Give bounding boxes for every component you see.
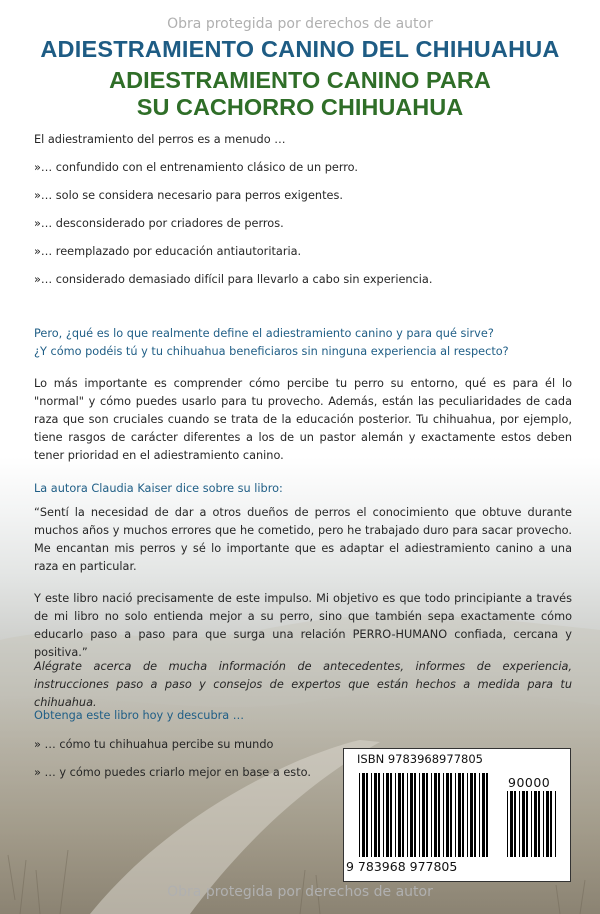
barcode-bar [374,773,377,857]
cta-bullet: » … y cómo puedes criarlo mejor en base a esto. [34,766,311,779]
barcode-bar [455,773,456,857]
barcode-bar [538,791,540,857]
barcode-bar [426,773,428,857]
barcode-bar [546,791,549,857]
isbn-barcode [343,748,571,882]
barcode-bar [458,773,461,857]
barcode-bar [522,791,525,857]
isbn-addon-digits: 90000 [508,775,551,790]
question-2: ¿Y cómo podéis tú y tu chihuahua beneficiaros sin ninguna experiencia al respecto? [34,345,509,358]
call-to-action: Obtenga este libro hoy y descubra … [34,709,245,722]
barcode-bar [514,791,516,857]
barcode-bar [526,791,528,857]
barcode-bar [543,791,544,857]
barcode-bar [450,773,452,857]
barcode-bar [362,773,365,857]
barcode-bar [398,773,401,857]
barcode-bar [482,773,485,857]
barcode-bar [371,773,372,857]
subtitle-line-1: ADIESTRAMIENTO CANINO PARA [109,67,491,93]
barcode-bar [407,773,408,857]
barcode-bar [410,773,413,857]
barcode-bar [419,773,420,857]
intro-bullet: »… confundido con el entrenamiento clásico de un perro. [34,161,358,174]
intro-bullet: »… considerado demasiado difícil para llevarlo a cabo sin experiencia. [34,273,433,286]
barcode-bar [431,773,432,857]
copyright-watermark-bottom: Obra protegida por derechos de autor [167,884,433,900]
barcode-bar [383,773,384,857]
barcode-bar [470,773,473,857]
author-quote-part-1: “Sentí la necesidad de dar a otros dueños de perros el conocimiento que obtuve durante muchos años y muchos errores que he cometido, pero he trabajado duro para sacar provecho. Me encantan mis perros y sé lo importante que es adaptar el adiestramiento canino a una raza en particular. [34,506,572,573]
barcode-bar [519,791,520,857]
barcode-bar [467,773,468,857]
intro-bullet: »… solo se considera necesario para perros exigentes. [34,189,343,202]
barcode-bar [507,791,508,857]
barcode-bar [366,773,368,857]
barcode-bar [386,773,389,857]
author-intro: La autora Claudia Kaiser dice sobre su libro: [34,482,283,495]
barcode-bar [438,773,440,857]
barcode-bar [395,773,396,857]
barcode-bar [422,773,425,857]
author-quote-part-2: Y este libro nació precisamente de este impulso. Mi objetivo es que todo principiante a través de mi libro no solo entienda mejor a su perro, sino que también sepa exactamente cómo educarlo paso a paso para que surga una relación PERRO-HUMANO confiada, cercana y positiva.” [34,592,572,659]
barcode-bar [534,791,537,857]
barcode-bar [359,773,360,857]
intro-bullet: »… desconsiderado por criadores de perros. [34,217,284,230]
intro-bullet: »… reemplazado por educación antiautoritaria. [34,245,302,258]
barcode-bar [443,773,444,857]
body-paragraph: Lo más importante es comprender cómo percibe tu perro su entorno, qué es para él lo "normal" y cómo puedes usarlo para tu provecho. Además, están las peculiaridades de cada raza que son cruciales cuando se trata de la educación posterior. Tu chihuahua, por ejemplo, tiene rasgos de carácter diferentes a los de un pastor alemán y exactamente estos deben tener prioridad en el adiestramiento canino. [34,377,572,462]
barcode-bar [486,773,488,857]
cta-bullet: » … cómo tu chihuahua percibe su mundo [34,738,274,751]
barcode-bar [555,791,556,857]
book-title: ADIESTRAMIENTO CANINO DEL CHIHUAHUA [40,36,560,62]
isbn-label: ISBN 9783968977805 [357,752,483,766]
question-1: Pero, ¿qué es lo que realmente define el adiestramiento canino y para qué sirve? [34,327,494,340]
barcode-bar [462,773,464,857]
copyright-watermark-top: Obra protegida por derechos de autor [167,16,433,32]
barcode-bar [446,773,449,857]
intro-lead: El adiestramiento del perros es a menudo … [34,133,286,146]
barcode-bar [434,773,437,857]
barcode-bar [390,773,392,857]
barcode-bar [550,791,552,857]
italic-paragraph: Alégrate acerca de mucha información de antecedentes, informes de experiencia, instrucciones paso a paso y consejos de expertos que están hechos a medida para tu chihuahua. [34,660,572,709]
ean-digits: 9 783968 977805 [346,859,458,874]
book-subtitle [0,67,600,121]
barcode-bar [531,791,532,857]
subtitle-line-2: SU CACHORRO CHIHUAHUA [136,94,464,120]
barcode-bar [378,773,380,857]
barcode-bar [510,791,513,857]
barcode-bar [402,773,404,857]
barcode-bar [479,773,480,857]
barcode-bar [474,773,476,857]
barcode-bar [414,773,416,857]
